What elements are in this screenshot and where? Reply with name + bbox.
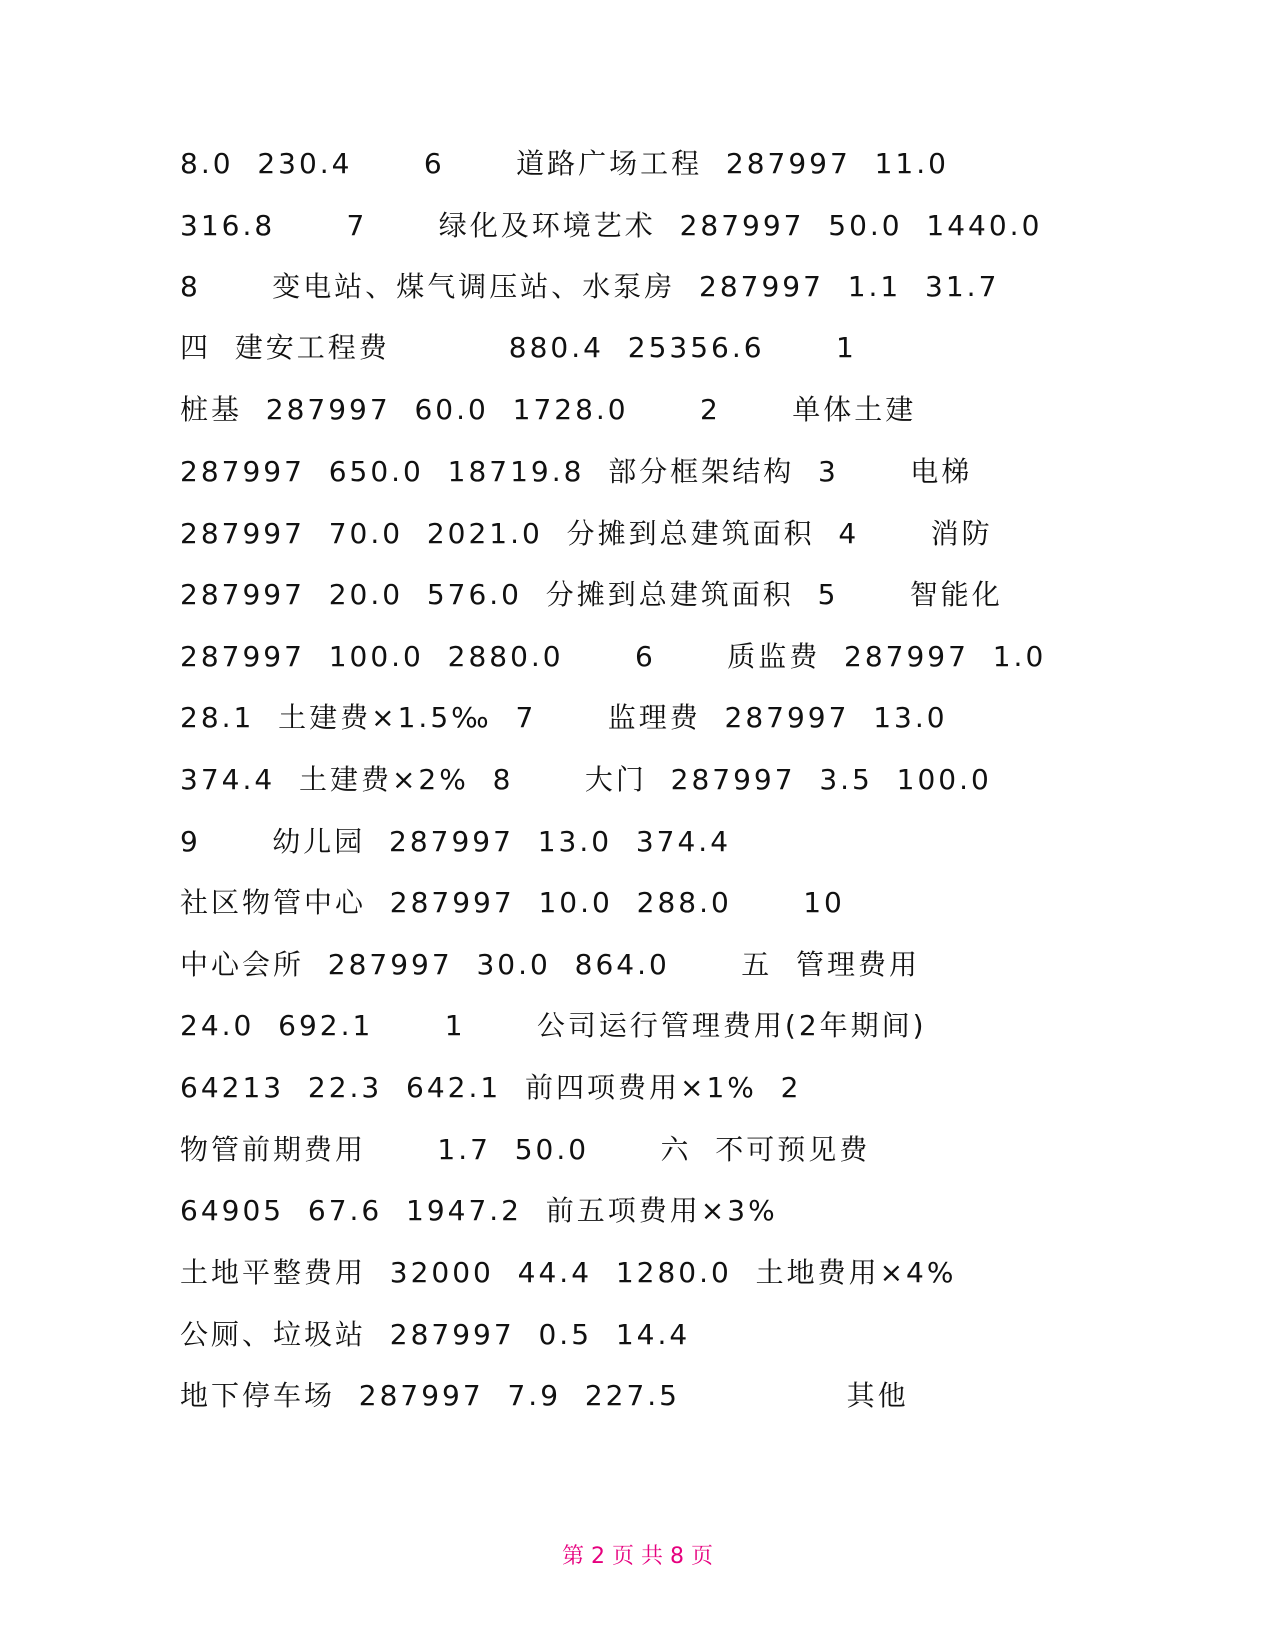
text-line: 8 变电站、煤气调压站、水泵房 287997 1.1 31.7 (180, 270, 1000, 303)
text-line: 9 幼儿园 287997 13.0 374.4 (180, 825, 732, 858)
text-line: 374.4 土建费×2% 8 大门 287997 3.5 100.0 (180, 763, 992, 796)
text-line: 64905 67.6 1947.2 前五项费用×3% (180, 1194, 778, 1227)
text-line: 土地平整费用 32000 44.4 1280.0 土地费用×4% (180, 1256, 957, 1289)
text-line: 四 建安工程费 880.4 25356.6 1 (180, 331, 857, 364)
text-line: 中心会所 287997 30.0 864.0 五 管理费用 (180, 948, 920, 981)
text-line: 社区物管中心 287997 10.0 288.0 10 (180, 886, 845, 919)
text-line: 公厕、垃圾站 287997 0.5 14.4 (180, 1318, 691, 1351)
text-line: 地下停车场 287997 7.9 227.5 其他 (180, 1379, 909, 1412)
text-line: 物管前期费用 1.7 50.0 六 不可预见费 (180, 1133, 871, 1166)
page-number-footer: 第 2 页 共 8 页 (562, 1544, 713, 1569)
text-line: 316.8 7 绿化及环境艺术 287997 50.0 1440.0 (180, 209, 1043, 242)
text-line: 287997 20.0 576.0 分摊到总建筑面积 5 智能化 (180, 578, 1003, 611)
text-line: 287997 70.0 2021.0 分摊到总建筑面积 4 消防 (180, 517, 993, 550)
text-line: 28.1 土建费×1.5‰ 7 监理费 287997 13.0 (180, 701, 948, 734)
text-line: 24.0 692.1 1 公司运行管理费用(2年期间) (180, 1009, 927, 1042)
text-line: 64213 22.3 642.1 前四项费用×1% 2 (180, 1071, 802, 1104)
text-line: 287997 100.0 2880.0 6 质监费 287997 1.0 (180, 640, 1047, 673)
text-line: 桩基 287997 60.0 1728.0 2 单体土建 (180, 393, 917, 426)
text-line: 287997 650.0 18719.8 部分框架结构 3 电梯 (180, 455, 973, 488)
text-line: 8.0 230.4 6 道路广场工程 287997 11.0 (180, 147, 949, 180)
